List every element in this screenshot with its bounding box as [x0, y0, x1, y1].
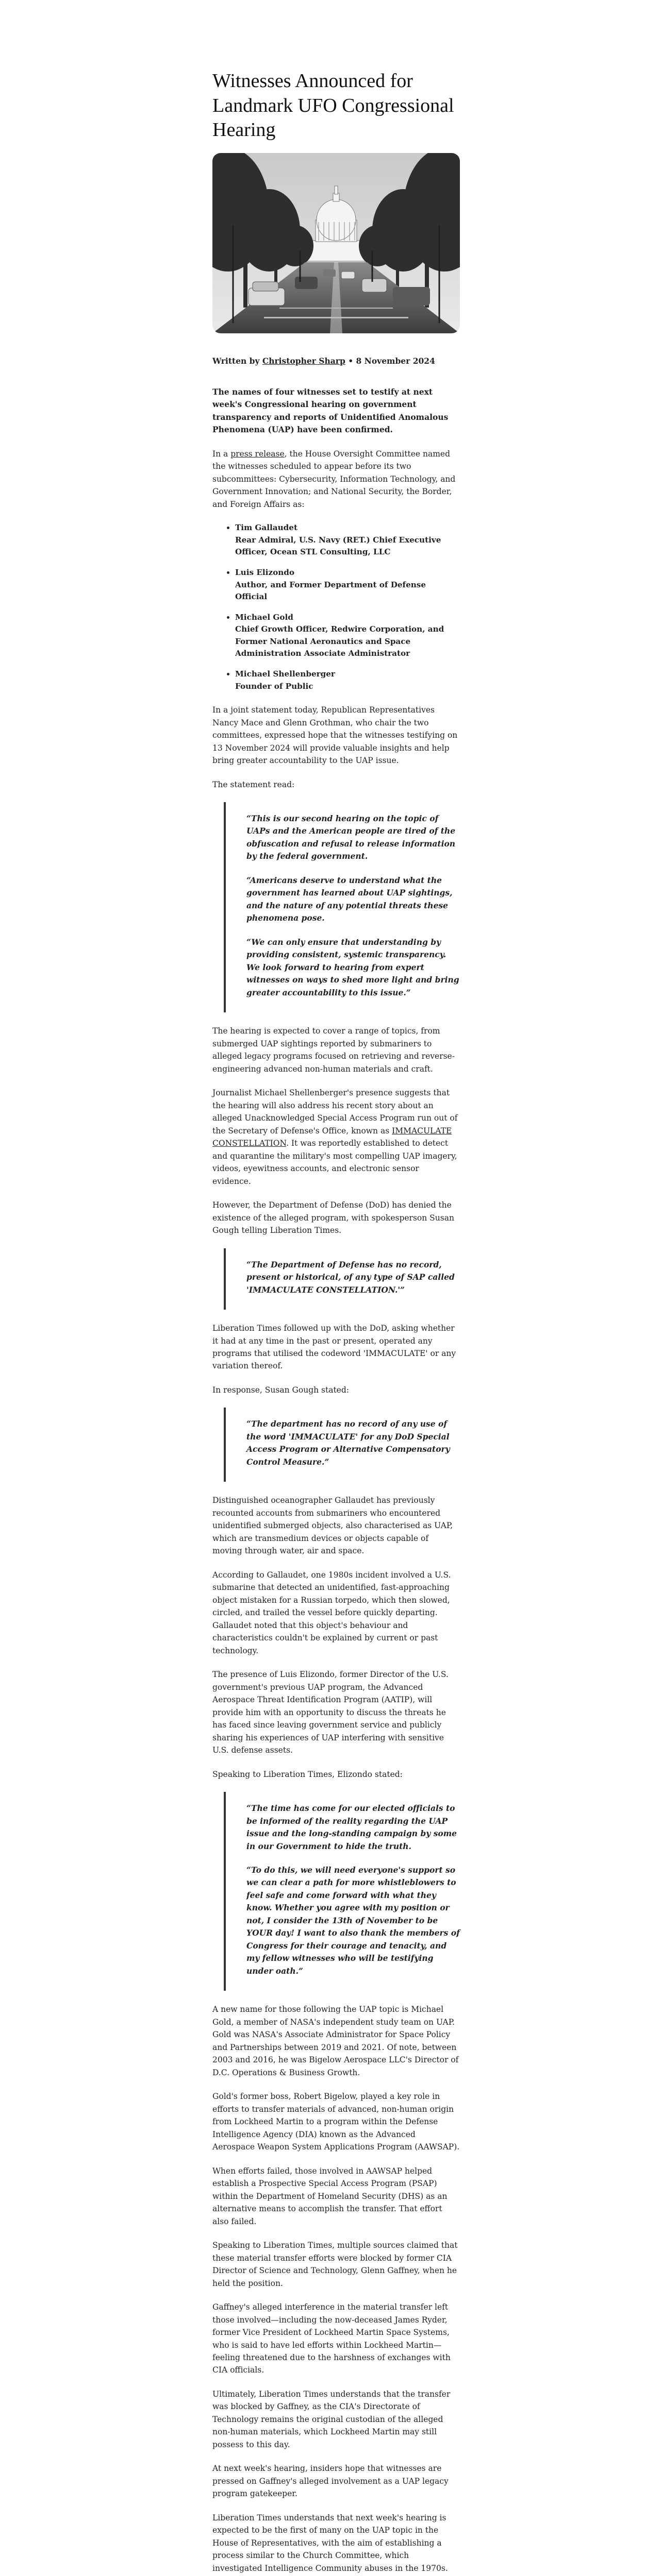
witness-name: • Michael Gold: [235, 612, 293, 622]
blockquote-dod: [224, 1248, 460, 1310]
blockquote-gough: [224, 1408, 460, 1482]
witness-item: [235, 567, 460, 603]
witness-role: Rear Admiral, U.S. Navy (RET.) Chief Executive Officer, Ocean STL Consulting, LLC: [235, 535, 441, 557]
author-link[interactable]: Christopher Sharp: [262, 355, 345, 366]
lede: The names of four witnesses set to testify at next week's Congressional hearing on government transparency and reports of Unidentified Anomalous Phenomena (UAP) have been confirmed.: [212, 386, 449, 435]
blockquote-statement: [224, 802, 460, 1012]
article-column: [212, 0, 460, 2576]
quote-paragraph: “We can only ensure that understanding by providing consistent, systemic transparency. We look forward to hearing from expert witnesses on ways to shed more light and bring greater accountability to this issue.”: [246, 937, 459, 997]
witness-role: Chief Growth Officer, Redwire Corporation, and Former National Aeronautics and Space Administration Associate Administrator: [235, 624, 444, 658]
dod-denial-paragraph: However, the Department of Defense (DoD) has denied the existence of the alleged program, with spokesperson Susan Gough telling Liberation Times.: [212, 1200, 454, 1235]
gallaudet-paragraph: Distinguished oceanographer Gallaudet has previously recounted accounts from submariners who encountered unidentified submerged objects, also characterised as UAP, which are transmedium devices or objects capable of moving through water, air and space.: [212, 1496, 453, 1556]
psap-paragraph: When efforts failed, those involved in AAWSAP helped establish a Prospective Special Access Program (PSAP) within the Department of Homeland Security (DHS) as an alternative means to accomplish the transfer. That effort also failed.: [212, 2166, 448, 2226]
witness-role: Founder of Public: [235, 681, 313, 691]
next-week-paragraph: At next week's hearing, insiders hope that witnesses are pressed on Gaffney's alleged involvement as a UAP legacy program gatekeeper.: [212, 2464, 449, 2499]
church-committee-paragraph: Liberation Times understands that next week's hearing is expected to be the first of many on the UAP topic in the House of Representatives, with the aim of establishing a process similar to the Church Committee, which investigated Intelligence Community abuses in the 1970s.: [212, 2513, 448, 2573]
elizondo-paragraph: The presence of Luis Elizondo, former Director of the U.S. government's previous UAP program, the Advanced Aerospace Threat Identification Program (AATIP), will provide him with an opportunity to discuss the threats he has faced since leaving government service and publicly sharing his experiences of UAP interfering with sensitive U.S. defense assets.: [212, 1670, 449, 1755]
followup-paragraph: Liberation Times followed up with the DoD, asking whether it had at any time in the past or present, operated any programs that utilised the codeword 'IMMACULATE' or any variation thereof.: [212, 1324, 456, 1371]
press-release-link[interactable]: press release: [230, 449, 285, 459]
witness-name: • Luis Elizondo: [235, 568, 294, 578]
blockquote-elizondo: [224, 1792, 460, 1991]
intro-paragraph: In a press release, the House Oversight Committee named the witnesses scheduled to appear before its two subcommittees: Cybersecurity, Information Technology, and Government Innovation; and National Security, the Border, and Foreign Affairs as:: [212, 449, 456, 509]
immaculate-constellation-link[interactable]: IMMACULATE CONSTELLATION: [212, 1126, 452, 1148]
witness-name: • Tim Gallaudet: [235, 523, 297, 533]
quote-paragraph: “This is our second hearing on the topic of UAPs and the American people are tired of the obfuscation and refusal to release information by the federal government.: [246, 814, 456, 861]
witness-list: [212, 522, 460, 692]
topics-paragraph: The hearing is expected to cover a range of topics, from submerged UAP sightings reported by submariners to alleged legacy programs focused on retrieving and reverse-engineering advanced non-human materials and craft.: [212, 1026, 455, 1074]
quote-paragraph: “The department has no record of any use of the word 'IMMACULATE' for any DoD Special Access Program or Alternative Compensatory Control Measure.”: [246, 1419, 450, 1467]
byline: [212, 355, 460, 367]
submarine-incident-paragraph: According to Gallaudet, one 1980s incident involved a U.S. submarine that detected an unidentified, fast-approaching object mistaken for a Russian torpedo, which then slowed, circled, and trailed the vessel before quickly departing. Gallaudet noted that this object's behaviour and characteristics couldn't be explained by current or past technology.: [212, 1570, 451, 1655]
joint-statement-paragraph: In a joint statement today, Republican Representatives Nancy Mace and Glenn Grothman, who chair the two committees, expressed hope that the witnesses testifying on 13 November 2024 will provide valuable insights and help bring greater accountability to the UAP issue.: [212, 705, 458, 766]
publish-date: • 8 November 2024: [345, 355, 435, 366]
shellenberger-paragraph: Journalist Michael Shellenberger's presence suggests that the hearing will also address his recent story about an alleged Unacknowledged Special Access Program run out of the Secretary of Defense's Office, known as IMMACULATE CONSTELLATION. It was reportedly established to detect and quarantine the military's most compelling UAP imagery, videos, eyewitness accounts, and electronic sensor evidence.: [212, 1088, 458, 1186]
quote-paragraph: “To do this, we will need everyone's support so we can clear a path for more whistleblowers to feel safe and come forward with what they know. Whether you agree with my position or not, I consider the 13th of November to be YOUR day! I want to also thank the members of Congress for their courage and tenacity, and my fellow witnesses who will be testifying under oath.”: [246, 1865, 460, 1976]
article-title: Witnesses Announced for Landmark UFO Congressional Hearing: [212, 70, 454, 141]
witness-name: • Michael Shellenberger: [235, 669, 335, 679]
witness-item: [235, 612, 460, 660]
ultimately-paragraph: Ultimately, Liberation Times understands that the transfer was blocked by Gaffney, as the CIA's Directorate of Technology remains the original custodian of the alleged non-human materials, which Lockheed Martin may still possess to this day.: [212, 2389, 451, 2449]
elizondo-intro: Speaking to Liberation Times, Elizondo stated:: [212, 1769, 403, 1779]
quote-paragraph: “Americans deserve to understand what the government has learned about UAP sightings, and the nature of any potential threats these phenomena pose.: [246, 875, 453, 923]
witness-item: [235, 668, 460, 692]
sources-paragraph: Speaking to Liberation Times, multiple sources claimed that these material transfer efforts were blocked by former CIA Director of Science and Technology, Glenn Gaffney, when he held the position.: [212, 2241, 458, 2288]
gold-paragraph: A new name for those following the UAP topic is Michael Gold, a member of NASA's independent study team on UAP. Gold was NASA's Associate Administrator for Space Policy and Partnerships between 2019 and 2021. Of note, between 2003 and 2016, he was Bigelow Aerospace LLC's Director of D.C. Operations & Business Growth.: [212, 2005, 459, 2077]
response-intro: In response, Susan Gough stated:: [212, 1385, 349, 1395]
statement-intro: The statement read:: [212, 779, 295, 789]
capitol-street-photo: [212, 153, 460, 333]
witness-item: [235, 522, 460, 558]
hero-image: [212, 153, 460, 333]
bigelow-paragraph: Gold's former boss, Robert Bigelow, played a key role in efforts to transfer materials of advanced, non-human origin from Lockheed Martin to a program within the Defense Intelligence Agency (DIA) known as the Advanced Aerospace Weapon System Applications Program (AAWSAP).: [212, 2092, 460, 2152]
witness-role: Author, and Former Department of Defense Official: [235, 580, 426, 602]
byline-prefix: Written by: [212, 355, 262, 366]
quote-paragraph: “The Department of Defense has no record, present or historical, of any type of SAP called 'IMMACULATE CONSTELLATION.'”: [246, 1259, 455, 1295]
quote-paragraph: “The time has come for our elected officials to be informed of the reality regarding the UAP issue and the long-standing campaign by some in our Government to hide the truth.: [246, 1803, 457, 1851]
gaffney-paragraph: Gaffney's alleged interference in the material transfer left those involved—including the now-deceased James Ryder, former Vice President of Lockheed Martin Space Systems, who is said to have led efforts within Lockheed Martin—feeling threatened due to the harshness of exchanges with CIA officials.: [212, 2302, 451, 2375]
